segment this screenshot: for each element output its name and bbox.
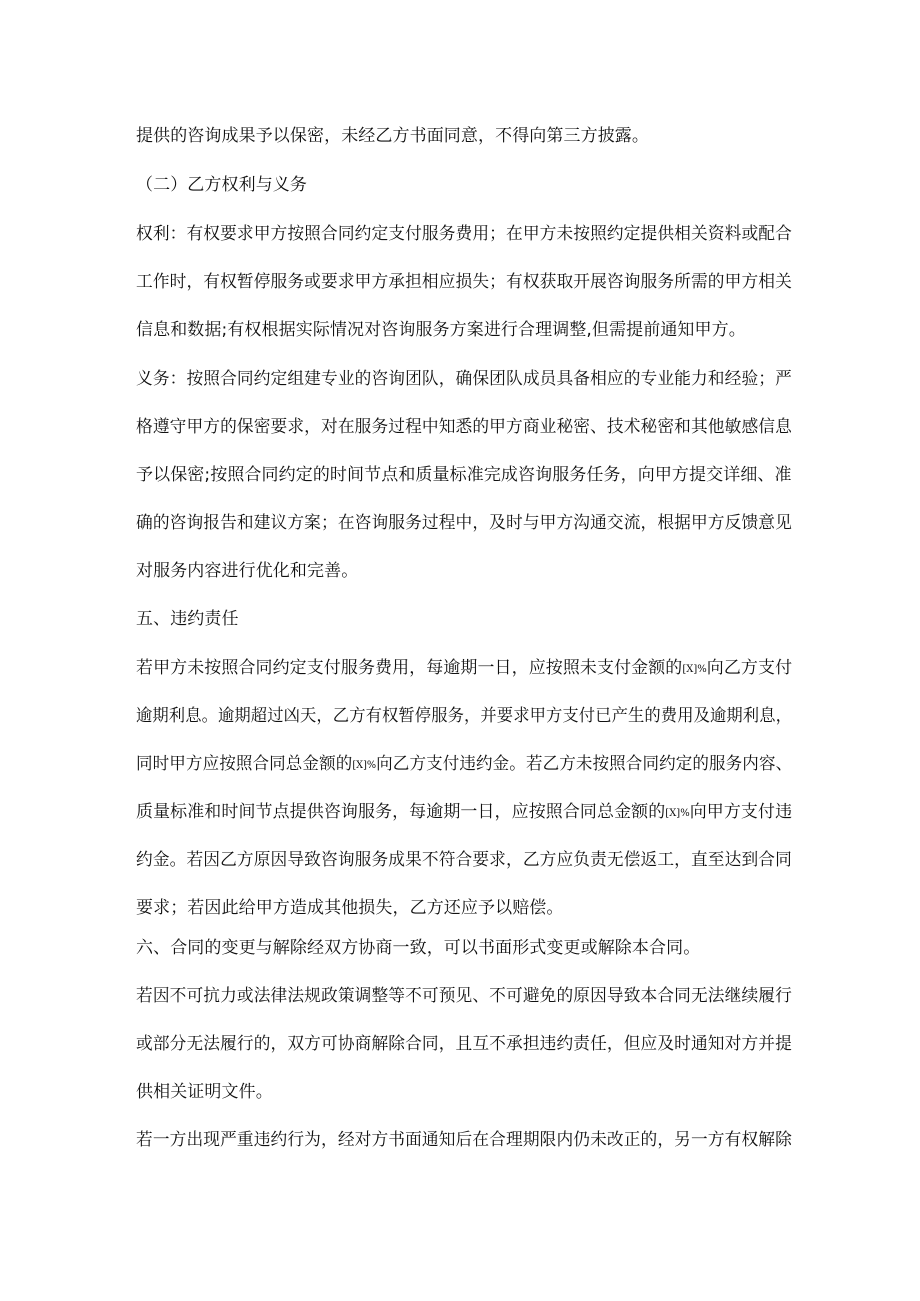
obligations-line-2: 格遵守甲方的保密要求，对在服务过程中知悉的甲方商业秘密、技术秘密和其他敏感信息	[136, 417, 792, 437]
liability-line-1-text-a: 若甲方未按照合同约定支付服务费用，每逾期一日，应按照未支付金额的	[136, 658, 683, 678]
rate-placeholder: [X]%	[665, 808, 690, 819]
liability-line-3-text-b: 向乙方支付违约金。若乙方未按照合同约定的服务内容、	[376, 754, 793, 774]
heading-contract-change-termination: 六、合同的变更与解除经双方协商一致，可以书面形式变更或解除本合同。	[136, 938, 701, 958]
force-majeure-line-2: 或部分无法履行的，双方可协商解除合同，且互不承担违约责任，但应及时通知对方并提	[136, 1034, 792, 1054]
liability-line-3-text-a: 同时甲方应按照合同总金额的	[136, 754, 353, 774]
obligations-line-4: 确的咨询报告和建议方案；在咨询服务过程中，及时与甲方沟通交流，根据甲方反馈意见	[136, 513, 792, 533]
liability-line-6: 要求；若因此给甲方造成其他损失，乙方还应予以赔偿。	[136, 898, 564, 918]
serious-breach-termination-line: 若一方出现严重违约行为，经对方书面通知后在合理期限内仍未改正的，另一方有权解除	[136, 1130, 792, 1150]
paragraph-confidentiality-tail: 提供的咨询成果予以保密，未经乙方书面同意，不得向第三方披露。	[136, 126, 649, 146]
liability-line-1	[136, 656, 792, 682]
liability-line-4-text-a: 质量标准和时间节点提供咨询服务，每逾期一日，应按照合同总金额的	[136, 802, 666, 822]
heading-breach-liability: 五、违约责任	[136, 609, 239, 629]
liability-line-4	[136, 800, 792, 826]
heading-party-b-rights-obligations: （二）乙方权利与义务	[136, 175, 307, 195]
liability-line-4-text-b: 向甲方支付违	[689, 802, 793, 822]
force-majeure-line-1: 若因不可抗力或法律法规政策调整等不可预见、不可避免的原因导致本合同无法继续履行	[136, 986, 792, 1006]
liability-line-3	[136, 752, 792, 778]
rights-line-2: 工作时，有权暂停服务或要求甲方承担相应损失；有权获取开展咨询服务所需的甲方相关	[136, 272, 792, 292]
liability-line-5: 约金。若因乙方原因导致咨询服务成果不符合要求，乙方应负责无偿返工，直至达到合同	[136, 850, 792, 870]
rights-line-1: 权利：有权要求甲方按照合同约定支付服务费用；在甲方未按照约定提供相关资料或配合	[136, 224, 792, 244]
obligations-line-1: 义务：按照合同约定组建专业的咨询团队，确保团队成员具备相应的专业能力和经验；严	[136, 369, 792, 389]
rate-placeholder: [X]%	[352, 760, 377, 771]
rate-placeholder: [X]%	[682, 664, 707, 675]
liability-line-1-text-b: 向乙方支付	[706, 658, 793, 678]
force-majeure-line-3: 供相关证明文件。	[136, 1082, 273, 1102]
obligations-line-5: 对服务内容进行优化和完善。	[136, 561, 359, 581]
obligations-line-3: 予以保密;按照合同约定的时间节点和质量标准完成咨询服务任务，向甲方提交详细、准	[136, 465, 792, 485]
rights-line-3: 信息和数据;有权根据实际情况对咨询服务方案进行合理调整,但需提前通知甲方。	[136, 320, 746, 340]
liability-line-2: 逾期利息。逾期超过凶天，乙方有权暂停服务，并要求甲方支付已产生的费用及逾期利息，	[136, 706, 792, 726]
